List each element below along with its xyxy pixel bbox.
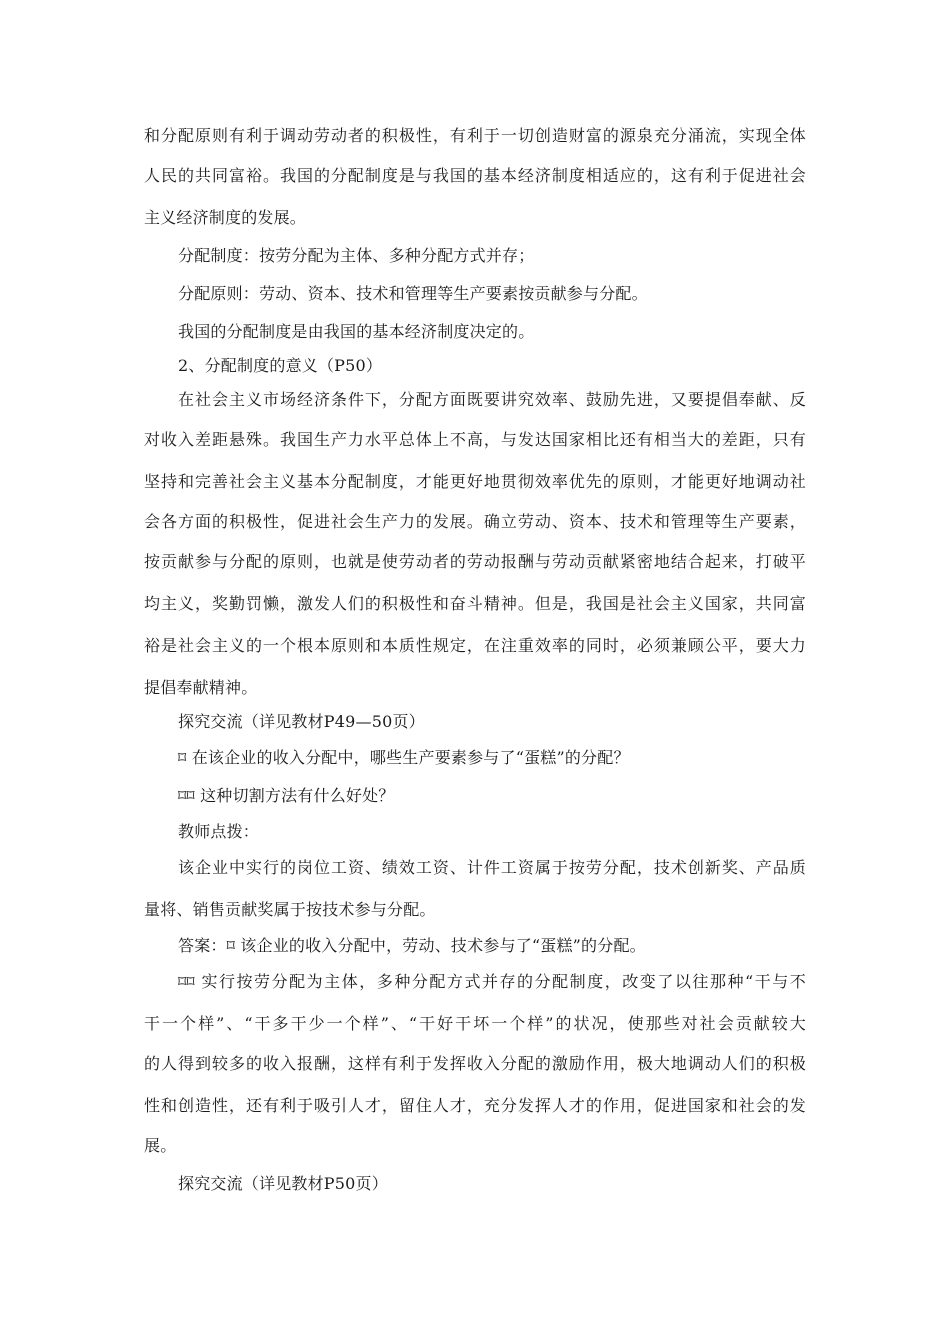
paragraph-line: 量将、销售贡献奖属于按技术参与分配。 [144, 900, 436, 919]
paragraph-line: 性和创造性，还有利于吸引人才，留住人才，充分发挥人才的作用，促进国家和社会的发 [144, 1096, 806, 1115]
paragraph-line: 人民的共同富裕。我国的分配制度是与我国的基本经济制度相适应的，这有利于促进社会 [144, 166, 806, 185]
paragraph-line: 对收入差距悬殊。我国生产力水平总体上不高，与发达国家相比还有相当大的差距，只有 [144, 430, 806, 449]
paragraph-line: 干一个样”、“干多干少一个样”、“干好干坏一个样”的状况，使那些对社会贡献较大 [144, 1014, 806, 1033]
paragraph-line: 探究交流（详见教材P50页） [178, 1174, 388, 1193]
paragraph-line: ⌑⌑ 实行按劳分配为主体，多种分配方式并存的分配制度，改变了以往那种“干与不 [178, 972, 806, 991]
paragraph-line: 展。 [144, 1136, 177, 1155]
paragraph-line: ⌑⌑ 这种切割方法有什么好处？ [178, 786, 395, 805]
paragraph-line: 教师点拨： [178, 822, 260, 841]
paragraph-line: 坚持和完善社会主义基本分配制度，才能更好地贯彻效率优先的原则，才能更好地调动社 [144, 472, 806, 491]
paragraph-line: 探究交流（详见教材P49—50页） [178, 712, 425, 731]
paragraph-line: 裕是社会主义的一个根本原则和本质性规定，在注重效率的同时，必须兼顾公平，要大力 [144, 636, 806, 655]
paragraph-line: 和分配原则有利于调动劳动者的积极性，有利于一切创造财富的源泉充分涌流，实现全体 [144, 126, 806, 145]
paragraph-line: 会各方面的积极性，促进社会生产力的发展。确立劳动、资本、技术和管理等生产要素， [144, 512, 806, 531]
paragraph-line: 按贡献参与分配的原则，也就是使劳动者的劳动报酬与劳动贡献紧密地结合起来，打破平 [144, 552, 806, 571]
paragraph-line: 分配制度：按劳分配为主体、多种分配方式并存； [178, 246, 535, 265]
paragraph-line: 2、分配制度的意义（P50） [178, 356, 383, 375]
paragraph-line: ⌑ 在该企业的收入分配中，哪些生产要素参与了“蛋糕”的分配？ [178, 748, 630, 767]
paragraph-line: 分配原则：劳动、资本、技术和管理等生产要素按贡献参与分配。 [178, 284, 648, 303]
paragraph-line: 提倡奉献精神。 [144, 678, 258, 697]
paragraph-line: 主义经济制度的发展。 [144, 208, 307, 227]
paragraph-line: 该企业中实行的岗位工资、绩效工资、计件工资属于按劳分配，技术创新奖、产品质 [178, 858, 806, 877]
paragraph-line: 在社会主义市场经济条件下，分配方面既要讲究效率、鼓励先进，又要提倡奉献、反 [178, 390, 806, 409]
paragraph-line: 我国的分配制度是由我国的基本经济制度决定的。 [178, 322, 535, 341]
paragraph-line: 答案：⌑ 该企业的收入分配中，劳动、技术参与了“蛋糕”的分配。 [178, 936, 646, 955]
paragraph-line: 均主义，奖勤罚懒，激发人们的积极性和奋斗精神。但是，我国是社会主义国家，共同富 [144, 594, 806, 613]
paragraph-line: 的人得到较多的收入报酬，这样有利于发挥收入分配的激励作用，极大地调动人们的积极 [144, 1054, 806, 1073]
